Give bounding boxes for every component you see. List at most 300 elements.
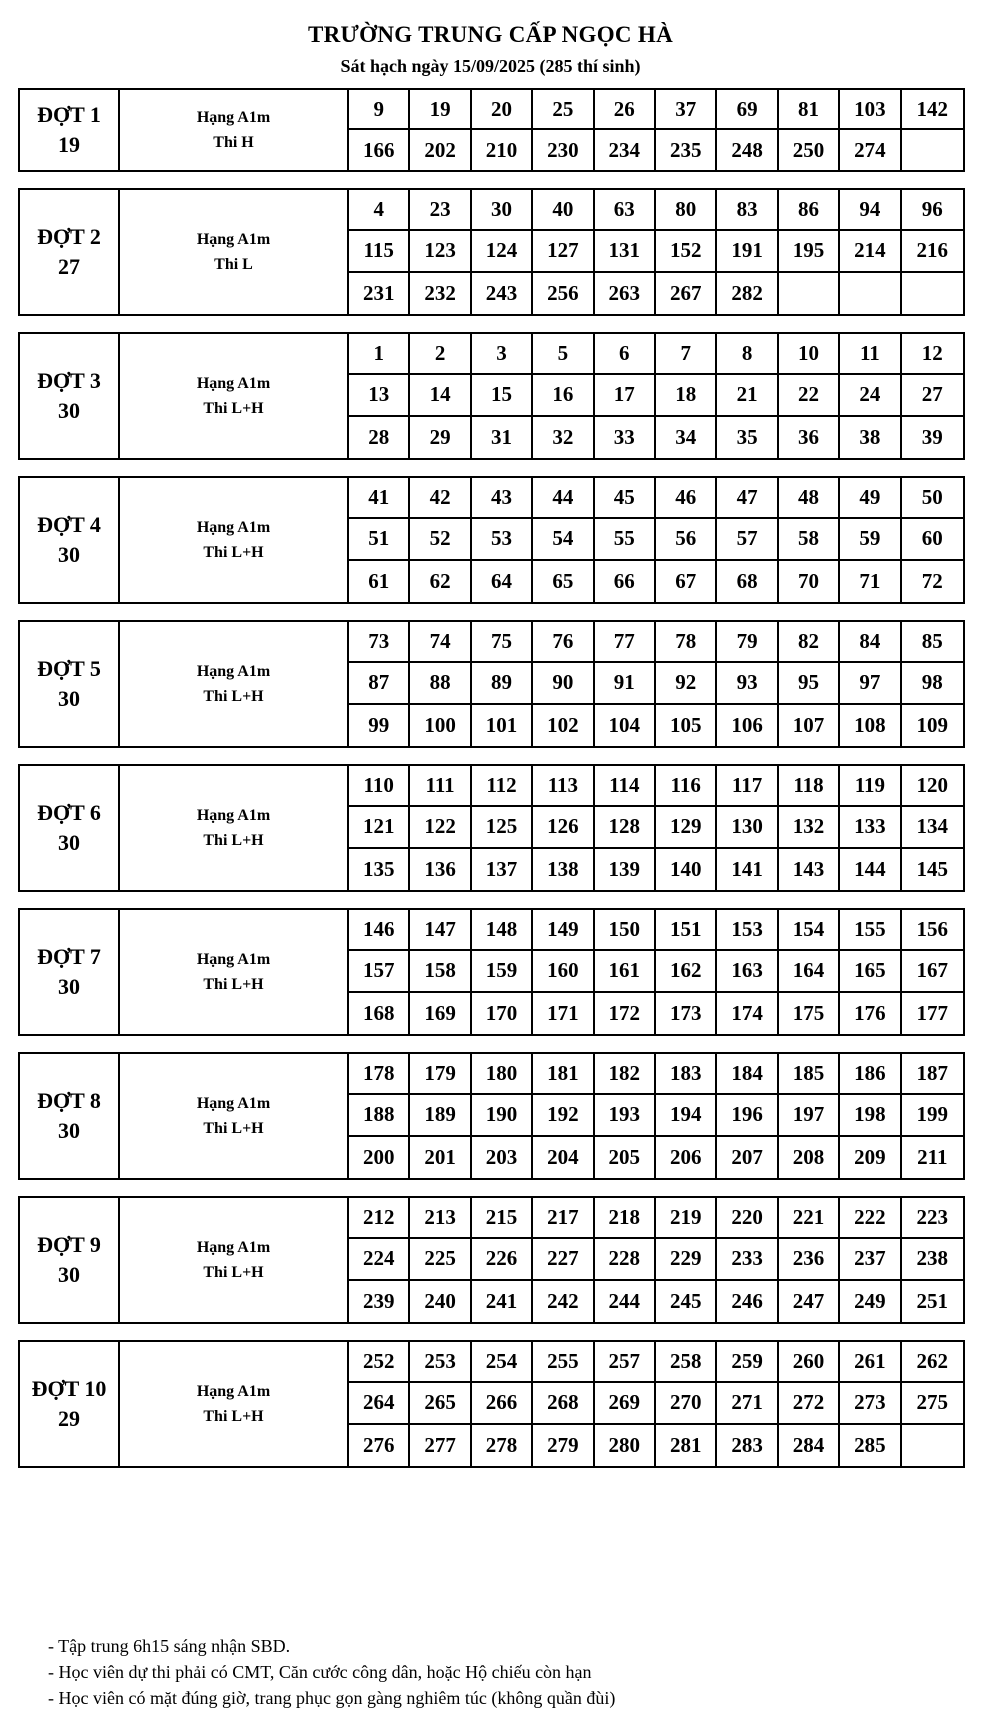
batch-count: 27	[58, 254, 80, 279]
candidate-number: 170	[472, 993, 533, 1034]
candidate-number: 227	[533, 1239, 594, 1280]
candidate-number: 134	[902, 807, 963, 848]
batch-count: 19	[58, 132, 80, 157]
candidate-grid	[349, 334, 963, 458]
candidate-number: 75	[472, 622, 533, 663]
batch-label	[20, 910, 120, 1034]
candidate-number: 114	[595, 766, 656, 807]
candidate-number: 232	[410, 273, 471, 314]
license-class: Hạng A1m	[196, 807, 271, 824]
candidate-number: 40	[533, 190, 594, 231]
candidate-number: 158	[410, 951, 471, 992]
candidate-number: 218	[595, 1198, 656, 1239]
candidate-number: 234	[595, 130, 656, 170]
candidate-number: 29	[410, 417, 471, 458]
candidate-number: 225	[410, 1239, 471, 1280]
candidate-number: 237	[840, 1239, 901, 1280]
exam-type: Thi L+H	[203, 544, 264, 561]
license-class: Hạng A1m	[196, 1383, 271, 1400]
candidate-number: 284	[779, 1425, 840, 1466]
batch-table	[18, 908, 965, 1036]
candidate-number: 147	[410, 910, 471, 951]
batch-class	[120, 910, 349, 1034]
candidate-number: 151	[656, 910, 717, 951]
candidate-number: 59	[840, 519, 901, 560]
candidate-number: 243	[472, 273, 533, 314]
candidate-number: 229	[656, 1239, 717, 1280]
candidate-number: 254	[472, 1342, 533, 1383]
candidate-number: 206	[656, 1137, 717, 1178]
candidate-number: 93	[717, 663, 778, 704]
candidate-number: 66	[595, 561, 656, 602]
candidate-number: 64	[472, 561, 533, 602]
candidate-number: 155	[840, 910, 901, 951]
candidate-number: 132	[779, 807, 840, 848]
candidate-grid	[349, 766, 963, 890]
candidate-number: 230	[533, 130, 594, 170]
candidate-number: 209	[840, 1137, 901, 1178]
candidate-number: 265	[410, 1383, 471, 1424]
candidate-grid	[349, 190, 963, 314]
candidate-number: 184	[717, 1054, 778, 1095]
candidate-number: 160	[533, 951, 594, 992]
candidate-number: 71	[840, 561, 901, 602]
candidate-number: 23	[410, 190, 471, 231]
candidate-number: 220	[717, 1198, 778, 1239]
batch-count: 30	[58, 1118, 80, 1143]
candidate-number: 270	[656, 1383, 717, 1424]
candidate-number: 12	[902, 334, 963, 375]
candidate-number: 38	[840, 417, 901, 458]
batch-table	[18, 1196, 965, 1324]
batch-class	[120, 334, 349, 458]
license-class: Hạng A1m	[196, 663, 271, 680]
candidate-number: 191	[717, 231, 778, 272]
candidate-number: 256	[533, 273, 594, 314]
candidate-number: 143	[779, 849, 840, 890]
candidate-number: 165	[840, 951, 901, 992]
candidate-number: 205	[595, 1137, 656, 1178]
candidate-number: 242	[533, 1281, 594, 1322]
exam-type: Thi L+H	[203, 976, 264, 993]
candidate-number: 3	[472, 334, 533, 375]
candidate-number: 186	[840, 1054, 901, 1095]
candidate-number: 249	[840, 1281, 901, 1322]
candidate-number: 198	[840, 1095, 901, 1136]
candidate-number: 152	[656, 231, 717, 272]
candidate-number: 4	[349, 190, 410, 231]
candidate-number: 80	[656, 190, 717, 231]
candidate-number: 30	[472, 190, 533, 231]
candidate-number: 188	[349, 1095, 410, 1136]
batch-class	[120, 1054, 349, 1178]
candidate-number: 103	[840, 90, 901, 130]
candidate-number: 1	[349, 334, 410, 375]
candidate-number	[840, 273, 901, 314]
candidate-number: 279	[533, 1425, 594, 1466]
candidate-number: 8	[717, 334, 778, 375]
candidate-number: 101	[472, 705, 533, 746]
batch-table	[18, 332, 965, 460]
candidate-number: 281	[656, 1425, 717, 1466]
candidate-number: 179	[410, 1054, 471, 1095]
batch-class	[120, 1198, 349, 1322]
candidate-number: 202	[410, 130, 471, 170]
candidate-number: 86	[779, 190, 840, 231]
page-title: TRƯỜNG TRUNG CẤP NGỌC HÀ	[308, 22, 673, 47]
candidate-number: 252	[349, 1342, 410, 1383]
candidate-number: 245	[656, 1281, 717, 1322]
candidate-number: 126	[533, 807, 594, 848]
candidate-number: 211	[917, 1144, 948, 1169]
candidate-number: 253	[410, 1342, 471, 1383]
candidate-number: 55	[595, 519, 656, 560]
candidate-number: 42	[410, 478, 471, 519]
candidate-number: 201	[410, 1137, 471, 1178]
candidate-number: 52	[410, 519, 471, 560]
candidate-number: 255	[533, 1342, 594, 1383]
candidate-number: 77	[595, 622, 656, 663]
batch-label	[20, 1198, 120, 1322]
batch-table	[18, 88, 965, 172]
candidate-number: 187	[902, 1054, 963, 1095]
batch-class	[120, 1342, 349, 1466]
candidate-number: 251	[916, 1288, 949, 1313]
candidate-number: 67	[656, 561, 717, 602]
candidate-number: 118	[779, 766, 840, 807]
candidate-number: 262	[902, 1342, 963, 1383]
candidate-number: 174	[717, 993, 778, 1034]
candidate-number: 61	[349, 561, 410, 602]
candidate-number: 217	[533, 1198, 594, 1239]
page-subtitle: Sát hạch ngày 15/09/2025 (285 thí sinh)	[340, 56, 641, 76]
candidate-number	[902, 1425, 963, 1466]
candidate-number: 112	[472, 766, 533, 807]
candidate-number: 195	[779, 231, 840, 272]
batch-name: ĐỢT 8	[37, 1088, 101, 1113]
candidate-number: 110	[349, 766, 410, 807]
exam-type: Thi L+H	[203, 832, 264, 849]
candidate-number: 106	[717, 705, 778, 746]
candidate-number: 240	[410, 1281, 471, 1322]
candidate-number: 63	[595, 190, 656, 231]
candidate-number: 69	[717, 90, 778, 130]
candidate-number: 92	[656, 663, 717, 704]
candidate-number: 39	[921, 424, 943, 449]
batch-label	[20, 1342, 120, 1466]
batch-count: 30	[58, 830, 80, 855]
candidate-number: 117	[717, 766, 778, 807]
note-item: - Tập trung 6h15 sáng nhận SBD.	[48, 1636, 291, 1656]
candidate-number: 128	[595, 807, 656, 848]
candidate-number: 31	[472, 417, 533, 458]
candidate-number: 216	[902, 231, 963, 272]
candidate-number: 266	[472, 1383, 533, 1424]
candidate-number: 190	[472, 1095, 533, 1136]
candidate-number: 283	[717, 1425, 778, 1466]
candidate-number: 85	[902, 622, 963, 663]
candidate-grid	[349, 910, 963, 1034]
batch-count: 30	[58, 974, 80, 999]
batch-table	[18, 476, 965, 604]
candidate-number: 142	[902, 90, 963, 130]
exam-type: Thi L+H	[203, 1264, 264, 1281]
candidate-number: 119	[840, 766, 901, 807]
candidate-number: 33	[595, 417, 656, 458]
candidate-number: 24	[840, 375, 901, 416]
candidate-number: 111	[410, 766, 471, 807]
candidate-number: 171	[533, 993, 594, 1034]
candidate-number: 248	[717, 130, 778, 170]
candidate-number: 109	[916, 712, 949, 737]
batch-label	[20, 622, 120, 746]
candidate-number: 200	[349, 1137, 410, 1178]
candidate-number: 88	[410, 663, 471, 704]
candidate-number: 264	[349, 1383, 410, 1424]
batch-count: 30	[58, 542, 80, 567]
candidate-number: 183	[656, 1054, 717, 1095]
candidate-number: 41	[349, 478, 410, 519]
candidate-number: 269	[595, 1383, 656, 1424]
candidate-number: 7	[656, 334, 717, 375]
candidate-number: 60	[902, 519, 963, 560]
candidate-number: 156	[902, 910, 963, 951]
candidate-number: 224	[349, 1239, 410, 1280]
candidate-number: 221	[779, 1198, 840, 1239]
candidate-number: 141	[717, 849, 778, 890]
candidate-number: 78	[656, 622, 717, 663]
candidate-number: 18	[656, 375, 717, 416]
batch-count: 29	[58, 1406, 80, 1431]
batch-name: ĐỢT 7	[37, 944, 101, 969]
candidate-number: 62	[410, 561, 471, 602]
batch-name: ĐỢT 1	[37, 102, 101, 127]
candidate-number: 21	[717, 375, 778, 416]
candidate-number: 47	[717, 478, 778, 519]
batch-count: 30	[58, 686, 80, 711]
license-class: Hạng A1m	[196, 1095, 271, 1112]
candidate-number: 35	[717, 417, 778, 458]
exam-type: Thi L+H	[203, 1120, 264, 1137]
candidate-number: 2	[410, 334, 471, 375]
candidate-number: 136	[410, 849, 471, 890]
candidate-number: 219	[656, 1198, 717, 1239]
candidate-number: 250	[779, 130, 840, 170]
candidate-number: 145	[916, 856, 949, 881]
batch-label	[20, 1054, 120, 1178]
candidate-number: 244	[595, 1281, 656, 1322]
candidate-number: 203	[472, 1137, 533, 1178]
candidate-number: 192	[533, 1095, 594, 1136]
candidate-number: 247	[779, 1281, 840, 1322]
candidate-number: 95	[779, 663, 840, 704]
candidate-number: 162	[656, 951, 717, 992]
candidate-number: 124	[472, 231, 533, 272]
candidate-number: 277	[410, 1425, 471, 1466]
candidate-number: 125	[472, 807, 533, 848]
candidate-number: 87	[349, 663, 410, 704]
batch-class	[120, 478, 349, 602]
candidate-number: 74	[410, 622, 471, 663]
batch-class	[120, 190, 349, 314]
candidate-number: 72	[921, 568, 943, 593]
batch-label	[20, 766, 120, 890]
candidate-grid	[349, 1054, 963, 1178]
candidate-number: 144	[840, 849, 901, 890]
batch-table	[18, 1340, 965, 1468]
candidate-number: 32	[533, 417, 594, 458]
candidate-number: 176	[840, 993, 901, 1034]
candidate-number: 50	[902, 478, 963, 519]
candidate-number: 148	[472, 910, 533, 951]
candidate-number: 121	[349, 807, 410, 848]
candidate-number: 169	[410, 993, 471, 1034]
exam-type: Thi L+H	[203, 688, 264, 705]
candidate-number: 268	[533, 1383, 594, 1424]
candidate-grid	[349, 90, 963, 170]
candidate-number: 91	[595, 663, 656, 704]
candidate-number: 168	[349, 993, 410, 1034]
candidate-number: 76	[533, 622, 594, 663]
batch-label	[20, 334, 120, 458]
candidate-number: 210	[472, 130, 533, 170]
candidate-number: 276	[349, 1425, 410, 1466]
candidate-number: 233	[717, 1239, 778, 1280]
candidate-number: 274	[840, 130, 901, 170]
candidate-number: 90	[533, 663, 594, 704]
candidate-number: 260	[779, 1342, 840, 1383]
candidate-number: 81	[779, 90, 840, 130]
candidate-number	[902, 273, 963, 314]
batch-label	[20, 478, 120, 602]
license-class: Hạng A1m	[196, 1239, 271, 1256]
candidate-number: 199	[902, 1095, 963, 1136]
candidate-number: 215	[472, 1198, 533, 1239]
candidate-number: 11	[840, 334, 901, 375]
license-class: Hạng A1m	[196, 231, 271, 248]
candidate-number: 13	[349, 375, 410, 416]
candidate-number: 228	[595, 1239, 656, 1280]
candidate-number: 212	[349, 1198, 410, 1239]
batch-name: ĐỢT 2	[37, 224, 101, 249]
batch-label	[20, 90, 120, 170]
candidate-number: 99	[349, 705, 410, 746]
candidate-number: 98	[902, 663, 963, 704]
candidate-number: 161	[595, 951, 656, 992]
license-class: Hạng A1m	[196, 375, 271, 392]
candidate-number: 68	[717, 561, 778, 602]
batch-name: ĐỢT 4	[37, 512, 101, 537]
candidate-number: 257	[595, 1342, 656, 1383]
candidate-number: 9	[349, 90, 410, 130]
exam-type: Thi L+H	[203, 1408, 264, 1425]
candidate-number: 58	[779, 519, 840, 560]
candidate-number	[779, 273, 840, 314]
candidate-number: 105	[656, 705, 717, 746]
candidate-number: 197	[779, 1095, 840, 1136]
candidate-number: 53	[472, 519, 533, 560]
candidate-number: 193	[595, 1095, 656, 1136]
candidate-number: 116	[656, 766, 717, 807]
candidate-number: 22	[779, 375, 840, 416]
candidate-grid	[349, 622, 963, 746]
candidate-number: 138	[533, 849, 594, 890]
batch-class	[120, 90, 349, 170]
candidate-number: 127	[533, 231, 594, 272]
candidate-number: 196	[717, 1095, 778, 1136]
candidate-number: 108	[840, 705, 901, 746]
candidate-number: 25	[533, 90, 594, 130]
candidate-number: 181	[533, 1054, 594, 1095]
candidate-number: 20	[472, 90, 533, 130]
batch-label	[20, 190, 120, 314]
candidate-number: 130	[717, 807, 778, 848]
license-class: Hạng A1m	[196, 519, 271, 536]
candidate-number: 73	[349, 622, 410, 663]
candidate-number	[902, 130, 963, 170]
candidate-number: 154	[779, 910, 840, 951]
candidate-grid	[349, 1342, 963, 1466]
candidate-number: 207	[717, 1137, 778, 1178]
candidate-number: 164	[779, 951, 840, 992]
candidate-number: 28	[349, 417, 410, 458]
candidate-number: 178	[349, 1054, 410, 1095]
candidate-number: 280	[595, 1425, 656, 1466]
candidate-number: 131	[595, 231, 656, 272]
candidate-number: 79	[717, 622, 778, 663]
candidate-number: 150	[595, 910, 656, 951]
batch-name: ĐỢT 9	[37, 1232, 101, 1257]
candidate-number: 235	[656, 130, 717, 170]
batch-table	[18, 764, 965, 892]
batch-name: ĐỢT 6	[37, 800, 101, 825]
candidate-number: 5	[533, 334, 594, 375]
candidate-number: 45	[595, 478, 656, 519]
candidate-number: 285	[840, 1425, 901, 1466]
candidate-number: 51	[349, 519, 410, 560]
candidate-number: 272	[779, 1383, 840, 1424]
candidate-number: 163	[717, 951, 778, 992]
candidate-number: 37	[656, 90, 717, 130]
candidate-number: 113	[533, 766, 594, 807]
candidate-number: 157	[349, 951, 410, 992]
candidate-number: 135	[349, 849, 410, 890]
license-class: Hạng A1m	[196, 109, 271, 126]
candidate-number: 167	[902, 951, 963, 992]
candidate-number: 107	[779, 705, 840, 746]
candidate-number: 273	[840, 1383, 901, 1424]
candidate-number: 189	[410, 1095, 471, 1136]
candidate-number: 89	[472, 663, 533, 704]
candidate-number: 267	[656, 273, 717, 314]
candidate-number: 241	[472, 1281, 533, 1322]
candidate-number: 282	[717, 273, 778, 314]
candidate-number: 259	[717, 1342, 778, 1383]
candidate-number: 49	[840, 478, 901, 519]
batch-table	[18, 620, 965, 748]
candidate-number: 238	[902, 1239, 963, 1280]
candidate-number: 239	[349, 1281, 410, 1322]
candidate-number: 226	[472, 1239, 533, 1280]
notes	[48, 1633, 615, 1711]
candidate-number: 159	[472, 951, 533, 992]
candidate-number: 172	[595, 993, 656, 1034]
candidate-number: 204	[533, 1137, 594, 1178]
candidate-number: 6	[595, 334, 656, 375]
candidate-number: 246	[717, 1281, 778, 1322]
candidate-number: 56	[656, 519, 717, 560]
candidate-number: 44	[533, 478, 594, 519]
